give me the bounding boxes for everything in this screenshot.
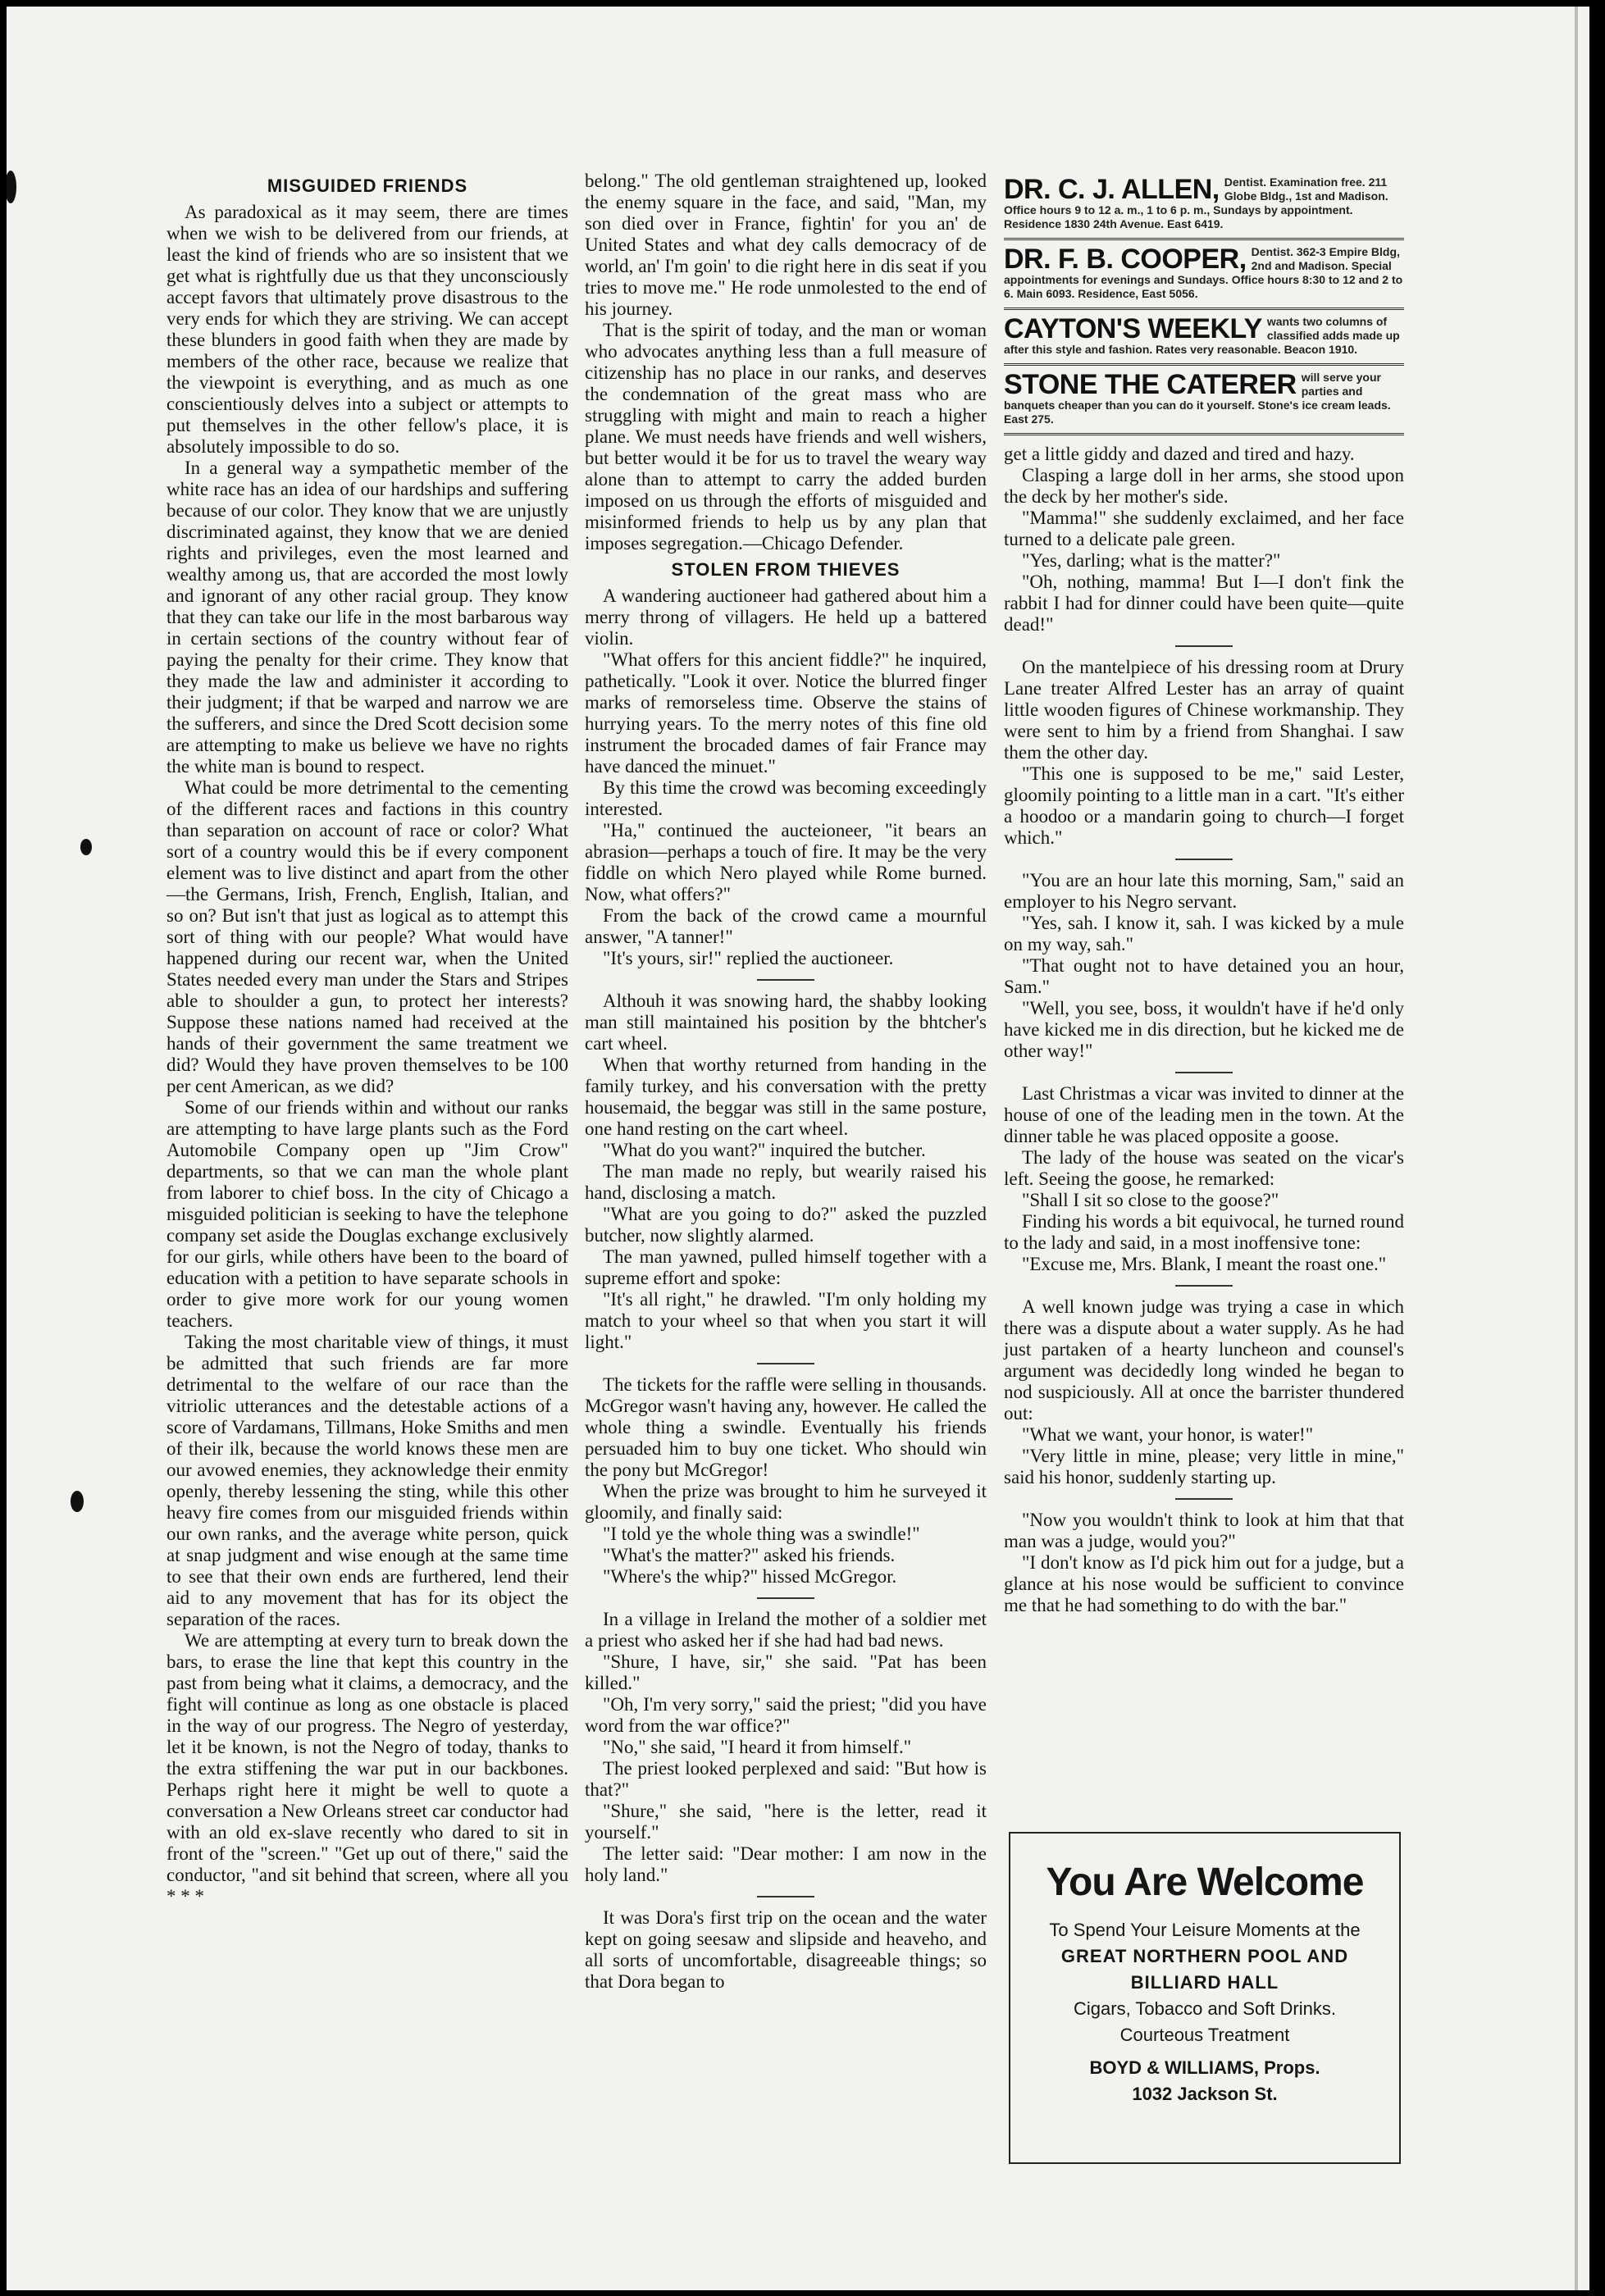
paragraph: "Ha," continued the aucteioneer, "it bears an abrasion—perhaps a touch of fire. It may be the very fiddle on which Nero played while Rome burned. Now, what offers?"	[585, 820, 987, 904]
separator-rule	[757, 1896, 814, 1897]
paragraph: "I told ye the whole thing was a swindle!"	[603, 1524, 920, 1544]
paragraph: "That ought not to have detained you an hour, Sam."	[1004, 955, 1404, 997]
ad-name: DR. C. J. ALLEN,	[1004, 174, 1220, 205]
paragraph: "What offers for this ancient fiddle?" he inquired, pathetically. "Look it over. Notice the blurred finger marks of remorseless time. Observe the stains of hurrying years. To the merry notes of this fine old instrument the brocaded dames of fair France may have danced the minuet."	[585, 649, 987, 777]
article-title-stolen-from-thieves: STOLEN FROM THIEVES	[671, 559, 901, 580]
ad-name: DR. F. B. COOPER,	[1004, 244, 1247, 275]
paragraph: It was Dora's first trip on the ocean and the water kept on going seesaw and slipside and heaveho, and all sorts of uncomfortable, disagreeable things; so that Dora began to	[585, 1907, 987, 1992]
paragraph: "Yes, darling; what is the matter?"	[1022, 550, 1281, 571]
paragraph: In a general way a sympathetic member of the white race has an idea of our hardships and suffering because of our color. They know that we are unjustly discriminated against, they know that we are denied rights and privileges, even the most learned and wealthy among us, that are accorded the most lowly and ignorant of any other racial group. They know that they can take our life in the most barbarous way in certain sections of the country without fear of paying the penalty for their crime. They know that they made the law and administer it according to their judgment; if that be warped and narrow we are the sufferers, and since the Dred Scott decision some are attempting to make us believe we have no rights the white man is bound to respect.	[166, 458, 568, 777]
ad-headline: You Are Welcome	[1046, 1861, 1364, 1904]
paragraph: From the back of the crowd came a mournful answer, "A tanner!"	[585, 905, 987, 947]
ad-dr-cooper	[1004, 240, 1404, 310]
ad-line: BOYD & WILLIAMS, Props.	[1089, 2057, 1320, 2078]
ad-name: CAYTON'S WEEKLY	[1004, 313, 1262, 344]
paragraph: Finding his words a bit equivocal, he turned round to the lady and said, in a most inoffensive tone:	[1004, 1211, 1404, 1253]
separator-rule	[1175, 645, 1233, 647]
column-2	[585, 171, 987, 1993]
separator-rule	[1175, 859, 1233, 860]
paragraph: "Very little in mine, please; very little in mine," said his honor, suddenly starting up.	[1004, 1446, 1404, 1487]
paragraph: "Yes, sah. I know it, sah. I was kicked by a mule on my way, sah."	[1004, 913, 1404, 954]
ad-text: Dentist. 362-3 Empire Bldg, 2nd and Madison. Special appointments for evenings and Sundays. Office hours 8:30 to 12 and 2 to 6. Main 6093. Residence, East 5056.	[1004, 245, 1403, 300]
ad-text: will serve your parties and banquets cheaper than you can do it yourself. Stone's ice cream leads. East 275.	[1004, 371, 1391, 426]
paragraph: What could be more detrimental to the cementing of the different races and factions in this country than separation on account of race or color? What sort of a country would this be if every component element was to live distinct and apart from the other—the Germans, Irish, French, English, Italian, and so on? But isn't that just as logical as to attempt this sort of thing with our people? What would have happened during our recent war, when the United States needed every man under the Stars and Stripes able to shoulder a gun, to protect her interests? Suppose these nations named had received at the hands of their government the same treatment we did? Would they have proven themselves to be 100 per cent American, as we did?	[166, 777, 568, 1096]
paragraph: "Oh, nothing, mamma! But I—I don't fink the rabbit I had for dinner could have been quite—quite dead!"	[1004, 572, 1404, 635]
ad-line: GREAT NORTHERN POOL AND	[1060, 1946, 1349, 1966]
paragraph: "I don't know as I'd pick him out for a judge, but a glance at his nose would be sufficient to convince me that he had something to do with the bar."	[1004, 1552, 1404, 1615]
paragraph: "Well, you see, boss, it wouldn't have if he'd only have kicked me in dis direction, but he kicked me de other way!"	[1004, 998, 1404, 1061]
paragraph: "What's the matter?" asked his friends.	[603, 1545, 896, 1565]
separator-rule	[1175, 1072, 1233, 1073]
paragraph: When the prize was brought to him he surveyed it gloomily, and finally said:	[585, 1481, 987, 1523]
paragraph: On the mantelpiece of his dressing room at Drury Lane treater Alfred Lester has an array of quaint little wooden figures of Chinese workmanship. They were sent to him by a friend from Shanghai. I saw them the other day.	[1004, 657, 1404, 763]
paragraph: "Shure, I have, sir," she said. "Pat has been killed."	[585, 1651, 987, 1693]
column-1	[166, 171, 568, 1907]
ad-dr-allen	[1004, 171, 1404, 240]
paragraph: "This one is supposed to be me," said Lester, gloomily pointing to a little man in a cart. "It's either a hoodoo or a mandarin going to church—I forget which."	[1004, 763, 1404, 848]
paragraph: The man yawned, pulled himself together with a supreme effort and spoke:	[585, 1246, 987, 1288]
paragraph: By this time the crowd was becoming exceedingly interested.	[585, 777, 987, 819]
separator-rule	[757, 1597, 814, 1599]
separator-rule	[1175, 1285, 1233, 1287]
separator-rule	[1175, 1498, 1233, 1500]
paragraph: "Shall I sit so close to the goose?"	[1022, 1190, 1279, 1210]
paragraph: "It's yours, sir!" replied the auctioneer.	[603, 948, 894, 968]
page-edge-line	[1575, 7, 1578, 2290]
paragraph: "It's all right," he drawled. "I'm only holding my match to your wheel so that when you start it will light."	[585, 1289, 987, 1352]
paragraph: The man made no reply, but wearily raised his hand, disclosing a match.	[585, 1161, 987, 1203]
paragraph: That is the spirit of today, and the man or woman who advocates anything less than a full measure of citizenship has no place in our ranks, and deserves the condemnation of the great mass who are struggling with might and main to reach a higher plane. We must needs have friends and well wishers, but better would it be for us to travel the weary way alone than to attempt to carry the added burden imposed on us through the efforts of misguided and misinformed friends to help us by any plan that imposes segregation.—Chicago Defender.	[585, 320, 987, 554]
paragraph: The priest looked perplexed and said: "But how is that?"	[585, 1758, 987, 1800]
ad-line: Courteous Treatment	[1119, 2025, 1290, 2045]
paragraph: "Now you wouldn't think to look at him that that man was a judge, would you?"	[1004, 1510, 1404, 1551]
paragraph: "What do you want?" inquired the butcher.	[603, 1140, 926, 1160]
newspaper-page	[7, 7, 1589, 2290]
paragraph: Last Christmas a vicar was invited to dinner at the house of one of the leading men in the town. At the dinner table he was placed opposite a goose.	[1004, 1083, 1404, 1146]
paragraph: "What we want, your honor, is water!"	[1022, 1424, 1314, 1445]
paragraph: When that worthy returned from handing in the family turkey, and his conversation with the pretty housemaid, the beggar was still in the same posture, one hand resting on the cart wheel.	[585, 1055, 987, 1139]
paragraph: "Mamma!" she suddenly exclaimed, and her face turned to a delicate pale green.	[1004, 508, 1404, 549]
paragraph: We are attempting at every turn to break down the bars, to erase the line that kept this country in the past from being what it claims, a democracy, and the fight will continue as long as one obstacle is placed in the way of our progress. The Negro of yesterday, let it be known, is not the Negro of today, thanks to the extra stiffening the war put in our backbones. Perhaps right here it might be well to quote a conversation a New Orleans street car conductor had with an old ex-slave recently who dared to sit in front of the "screen." "Get up out of there," said the conductor, "and sit behind that screen, where all you * * *	[166, 1630, 568, 1906]
paragraph: get a little giddy and dazed and tired and hazy.	[1004, 444, 1355, 464]
ad-stone-caterer	[1004, 366, 1404, 435]
ad-caytons-weekly	[1004, 310, 1404, 366]
punch-hole-3	[71, 1491, 84, 1512]
separator-rule	[757, 1363, 814, 1364]
ad-text: Dentist. Examination free. 211 Globe Bldg., 1st and Madison. Office hours 9 to 12 a. m., 1 to 6 p. m., Sundays by appointment. Residence 1830 24th Avenue. East 6419.	[1004, 175, 1388, 230]
paragraph: "Shure," she said, "here is the letter, read it yourself."	[585, 1801, 987, 1843]
paragraph: A well known judge was trying a case in which there was a dispute about a water supply. As he had just partaken of a hearty luncheon and counsel's argument was decidedly long winded he began to nod suspiciously. All at once the barrister thundered out:	[1004, 1296, 1404, 1424]
paragraph: The lady of the house was seated on the vicar's left. Seeing the goose, he remarked:	[1004, 1147, 1404, 1189]
paragraph: Clasping a large doll in her arms, she stood upon the deck by her mother's side.	[1004, 465, 1404, 507]
paragraph: belong." The old gentleman straightened up, looked the enemy square in the face, and said, "Man, my son died over in France, fightin' for you an' de United States and what dey calls democracy of de world, an' I'm goin' to die right here in dis seat if you tries to move me." He rode unmolested to the end of his journey.	[585, 171, 987, 319]
ad-great-northern-pool-hall	[1009, 1832, 1401, 2164]
ad-line: BILLIARD HALL	[1130, 1972, 1279, 1993]
paragraph: A wandering auctioneer had gathered about him a merry throng of villagers. He held up a battered violin.	[585, 585, 987, 649]
paragraph: Taking the most charitable view of things, it must be admitted that such friends are far more detrimental to the welfare of our race than the vitriolic utterances and the detestable actions of a score of Vardamans, Tillmans, Hoke Smiths and men of their ilk, because the world knows these men are our avowed enemies, they acknowledge their enmity openly, thereby lessening the sting, while this other heavy fire comes from our misguided friends within our own ranks, and the average white person, quick at snap judgment and wise enough at the same time to see that their own ends are furthered, lend their aid to any movement that has for its object the separation of the races.	[166, 1332, 568, 1629]
paragraph: "You are an hour late this morning, Sam," said an employer to his Negro servant.	[1004, 870, 1404, 912]
paragraph: The tickets for the raffle were selling in thousands. McGregor wasn't having any, however. He called the whole thing a swindle. Eventually his friends persuaded him to buy one ticket. Who should win the pony but McGregor!	[585, 1374, 987, 1480]
punch-hole-2	[80, 839, 92, 855]
paragraph: "What are you going to do?" asked the puzzled butcher, now slightly alarmed.	[585, 1204, 987, 1246]
paragraph: As paradoxical as it may seem, there are times when we wish to be delivered from our friends, at least the kind of friends who are so insistent that we get what is rightfully due us that they unconsciously accept favors that ultimately prove disastrous to the very ends for which they are striving. We can accept these blunders in good faith when they are made by members of the other race, because we realize that the viewpoint is everything, and as much as one conscientiously delves into a subject or attempts to put themselves in the other fellow's place, it is absolutely impossible to do so.	[166, 202, 568, 457]
paragraph: "Excuse me, Mrs. Blank, I meant the roast one."	[1022, 1254, 1387, 1274]
paragraph: "No," she said, "I heard it from himself."	[603, 1737, 912, 1757]
ad-line: Cigars, Tobacco and Soft Drinks.	[1074, 1998, 1336, 2019]
punch-hole-1	[7, 171, 16, 203]
ad-name: STONE THE CATERER	[1004, 369, 1297, 400]
article-title-misguided-friends: MISGUIDED FRIENDS	[267, 175, 468, 196]
ad-line: To Spend Your Leisure Moments at the	[1049, 1920, 1361, 1940]
ad-line: 1032 Jackson St.	[1132, 2084, 1278, 2104]
paragraph: Althouh it was snowing hard, the shabby looking man still maintained his position by the bhtcher's cart wheel.	[585, 991, 987, 1054]
paragraph: In a village in Ireland the mother of a soldier met a priest who asked her if she had had bad news.	[585, 1609, 987, 1651]
paragraph: Some of our friends within and without our ranks are attempting to have large plants such as the Ford Automobile Company open up "Jim Crow" departments, so that we can man the whole plant from laborer to chief boss. In the city of Chicago a misguided politician is seeking to have the telephone company set aside the Douglas exchange exclusively for our girls, while others have been to the board of education with a petition to have separate schools in order to give more work for our young women teachers.	[166, 1097, 568, 1331]
paragraph: "Oh, I'm very sorry," said the priest; "did you have word from the war office?"	[585, 1694, 987, 1736]
column-3	[1004, 171, 1404, 1616]
separator-rule	[757, 979, 814, 981]
paragraph: The letter said: "Dear mother: I am now in the holy land."	[585, 1843, 987, 1885]
ad-text: wants two columns of classified adds made up after this style and fashion. Rates very reasonable. Beacon 1910.	[1004, 315, 1400, 356]
paragraph: "Where's the whip?" hissed McGregor.	[603, 1566, 897, 1587]
